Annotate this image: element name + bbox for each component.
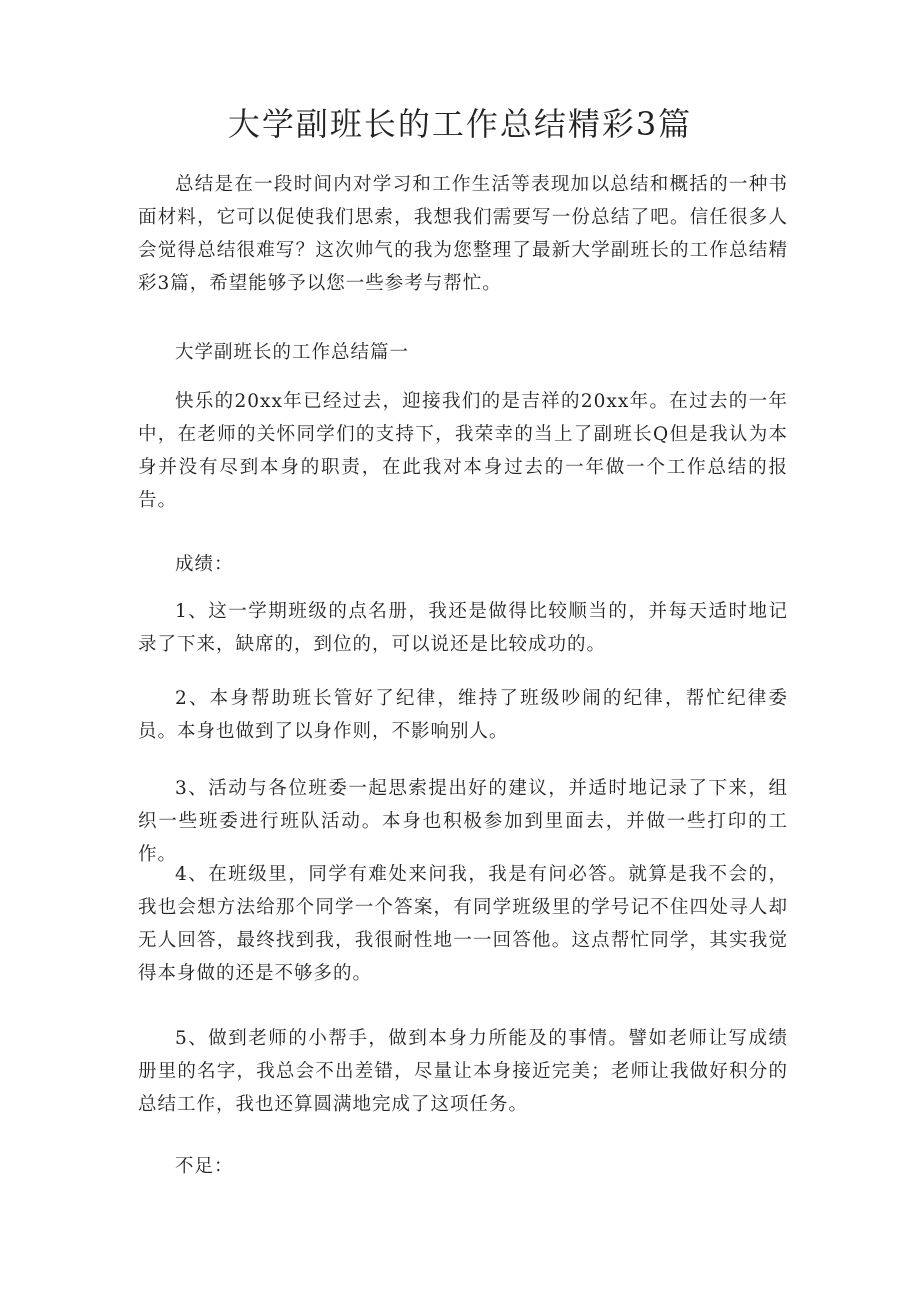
achievement-item-4: 4、在班级里，同学有难处来问我，我是有问必答。就算是我不会的，我也会想方法给那个同学一个答案，有同学班级里的学号记不住四处寻人却无人回答，最终找到我，我很耐性地一一回答他。这点帮忙同学，其实我觉得本身做的还是不够多的。: [138, 864, 788, 984]
achievements-heading: 成绩：: [175, 554, 234, 575]
section-heading: 大学副班长的工作总结篇一: [175, 342, 410, 363]
body-paragraph-opening: 快乐的20xx年已经过去，迎接我们的是吉祥的20xx年。在过去的一年中，在老师的关怀同学们的支持下，我荣幸的当上了副班长Q但是我认为本身并没有尽到本身的职责，在此我对本身过去的一年做一个工作总结的报告。: [138, 391, 788, 511]
achievement-item-2: 2、本身帮助班长管好了纪律，维持了班级吵闹的纪律，帮忙纪律委员。本身也做到了以身作则，不影响别人。: [138, 688, 788, 742]
achievement-item-3: 3、活动与各位班委一起思索提出好的建议，并适时地记录了下来，组织一些班委进行班队活动。本身也积极参加到里面去，并做一些打印的工作。: [138, 778, 788, 865]
intro-paragraph: 总结是在一段时间内对学习和工作生活等表现加以总结和概括的一种书面材料，它可以促使我们思索，我想我们需要写一份总结了吧。信任很多人会觉得总结很难写？这次帅气的我为您整理了最新大学副班长的工作总结精彩3篇，希望能够予以您一些参考与帮忙。: [138, 174, 788, 294]
achievement-item-5: 5、做到老师的小帮手，做到本身力所能及的事情。譬如老师让写成绩册里的名字，我总会不出差错，尽量让本身接近完美；老师让我做好积分的总结工作，我也还算圆满地完成了这项任务。: [138, 1028, 788, 1115]
document-title: 大学副班长的工作总结精彩3篇: [227, 105, 693, 143]
achievement-item-1: 1、这一学期班级的点名册，我还是做得比较顺当的，并每天适时地记录了下来，缺席的，到位的，可以说还是比较成功的。: [138, 601, 788, 655]
shortcomings-heading: 不足：: [175, 1156, 234, 1177]
